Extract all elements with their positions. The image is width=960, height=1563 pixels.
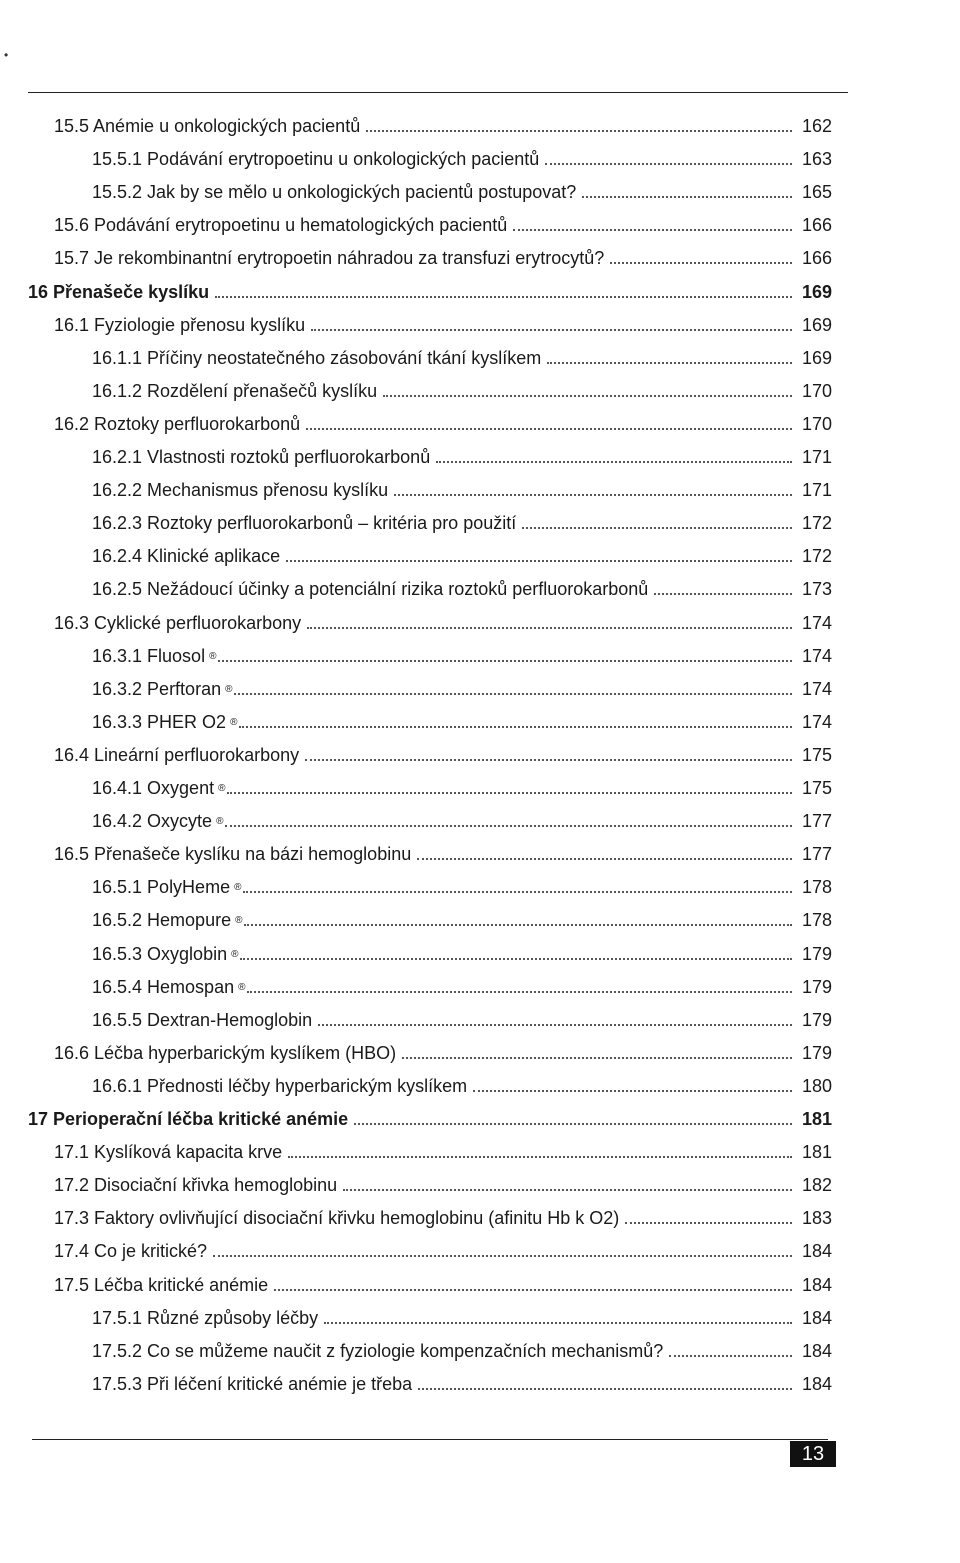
- toc-entry-page: 180: [802, 1076, 833, 1096]
- toc-entry-page: 178: [802, 877, 833, 897]
- toc-entry-label: 17.2 Disociační křivka hemoglobinu: [54, 1175, 338, 1195]
- toc-entry-page: 169: [802, 315, 833, 335]
- toc-leader-dots: [582, 196, 792, 198]
- toc-entry-label: 16.2 Roztoky perfluorokarbonů: [54, 414, 301, 434]
- toc-entry[interactable]: [54, 1269, 832, 1302]
- toc-entry[interactable]: [54, 1235, 832, 1268]
- toc-entry-label: 16.2.2 Mechanismus přenosu kyslíku: [92, 480, 389, 500]
- toc-entry-label: 15.5.2 Jak by se mělo u onkologických pacientů postupovat?: [92, 182, 577, 202]
- bottom-rule: [32, 1439, 828, 1440]
- toc-entry-label: 16.5 Přenašeče kyslíku na bázi hemoglobinu: [54, 844, 412, 864]
- registered-mark: ®: [216, 816, 224, 827]
- toc-leader-dots: [418, 1388, 792, 1390]
- toc-entry[interactable]: [92, 573, 832, 606]
- toc-entry-label: 15.6 Podávání erytropoetinu u hematologických pacientů: [54, 215, 508, 235]
- toc-leader-dots: [669, 1355, 792, 1357]
- toc-entry-page: 172: [802, 546, 833, 566]
- toc-leader-dots: [305, 759, 792, 761]
- toc-entry-page: 166: [802, 248, 833, 268]
- page-number: 13: [790, 1441, 836, 1467]
- toc-entry[interactable]: [54, 110, 832, 143]
- toc-entry-page: 184: [802, 1308, 833, 1328]
- toc-entry[interactable]: [92, 176, 832, 209]
- toc-entry-label: 16.1 Fyziologie přenosu kyslíku: [54, 315, 306, 335]
- toc-entry[interactable]: [92, 1070, 832, 1103]
- toc-entry-label: 17.5.2 Co se můžeme naučit z fyziologie kompenzačních mechanismů?: [92, 1341, 664, 1361]
- registered-mark: ®: [235, 915, 243, 926]
- toc-leader-dots: [274, 1289, 792, 1291]
- toc-entry[interactable]: [92, 772, 832, 805]
- toc-entry-label: 15.5 Anémie u onkologických pacientů: [54, 116, 361, 136]
- toc-leader-dots: [383, 395, 792, 397]
- toc-entry-page: 162: [802, 116, 833, 136]
- toc-entry-label: 16.5.1 PolyHeme: [92, 877, 231, 897]
- toc-entry-label: 16.4.1 Oxygent: [92, 778, 215, 798]
- registered-mark: ®: [218, 783, 226, 794]
- toc-entry[interactable]: [54, 1202, 832, 1235]
- toc-entry-label: 16.5.3 Oxyglobin: [92, 944, 228, 964]
- toc-entry-label: 16.2.3 Roztoky perfluorokarbonů – kritéria pro použití: [92, 513, 517, 533]
- toc-entry-page: 172: [802, 513, 833, 533]
- toc-leader-dots: [243, 891, 792, 893]
- toc-entry-page: 183: [802, 1208, 833, 1228]
- toc-entry-page: 175: [802, 745, 833, 765]
- toc-entry[interactable]: [92, 474, 832, 507]
- toc-entry-label: 16.3.1 Fluosol: [92, 646, 206, 666]
- toc-entry[interactable]: [54, 1136, 832, 1169]
- toc-entry-page: 170: [802, 414, 833, 434]
- toc-entry-label: 15.5.1 Podávání erytropoetinu u onkologických pacientů: [92, 149, 540, 169]
- toc-leader-dots: [239, 726, 792, 728]
- toc-entry[interactable]: [54, 1169, 832, 1202]
- toc-entry[interactable]: [28, 276, 832, 309]
- toc-entry-page: 184: [802, 1275, 833, 1295]
- toc-leader-dots: [436, 461, 792, 463]
- toc-leader-dots: [654, 593, 792, 595]
- toc-entry-label: 16.1.2 Rozdělení přenašečů kyslíku: [92, 381, 378, 401]
- toc-leader-dots: [417, 858, 792, 860]
- toc-entry-page: 174: [802, 613, 833, 633]
- toc-entry-page: 163: [802, 149, 833, 169]
- toc-entry[interactable]: [28, 1103, 832, 1136]
- toc-leader-dots: [473, 1090, 792, 1092]
- toc-entry-page: 182: [802, 1175, 833, 1195]
- toc-entry-page: 179: [802, 1010, 833, 1030]
- toc-leader-dots: [625, 1222, 792, 1224]
- toc-leader-dots: [547, 362, 792, 364]
- toc-leader-dots: [394, 494, 792, 496]
- registered-mark: ®: [238, 982, 246, 993]
- toc-entry-label: 17.5 Léčba kritické anémie: [54, 1275, 269, 1295]
- registered-mark: ®: [225, 684, 233, 695]
- toc-entry-page: 174: [802, 679, 833, 699]
- toc-entry-label: 17.1 Kyslíková kapacita krve: [54, 1142, 283, 1162]
- toc-entry-label: 15.7 Je rekombinantní erytropoetin náhradou za transfuzi erytrocytů?: [54, 248, 605, 268]
- toc-entry[interactable]: [92, 441, 832, 474]
- toc-entry-page: 173: [802, 579, 833, 599]
- toc-entry-page: 174: [802, 646, 833, 666]
- toc-entry[interactable]: [54, 739, 832, 772]
- toc-entry-page: 184: [802, 1374, 833, 1394]
- toc-entry-label: 16 Přenašeče kyslíku: [28, 282, 210, 302]
- toc-entry[interactable]: [54, 209, 832, 242]
- toc-leader-dots: [522, 527, 792, 529]
- toc-leader-dots: [545, 163, 792, 165]
- toc-leader-dots: [227, 792, 792, 794]
- toc-entry-page: 177: [802, 811, 833, 831]
- toc-entry[interactable]: [92, 1368, 832, 1401]
- toc-entry-label: 16.6 Léčba hyperbarickým kyslíkem (HBO): [54, 1043, 397, 1063]
- toc-entry-page: 174: [802, 712, 833, 732]
- toc-entry-label: 17.3 Faktory ovlivňující disociační křivku hemoglobinu (afinitu Hb k O2): [54, 1208, 620, 1228]
- toc-leader-dots: [288, 1156, 792, 1158]
- toc-entry-label: 16.2.5 Nežádoucí účinky a potenciální rizika roztoků perfluorokarbonů: [92, 579, 649, 599]
- toc-leader-dots: [218, 660, 792, 662]
- toc-entry-page: 165: [802, 182, 833, 202]
- toc-leader-dots: [306, 428, 792, 430]
- toc-leader-dots: [215, 296, 792, 298]
- toc-entry-label: 16.3.2 Perftoran: [92, 679, 222, 699]
- toc-entry[interactable]: [92, 1335, 832, 1368]
- toc-entry-label: 16.4 Lineární perfluorokarbony: [54, 745, 300, 765]
- toc-entry-page: 184: [802, 1341, 833, 1361]
- registered-mark: ®: [234, 882, 242, 893]
- toc-entry-page: 179: [802, 944, 833, 964]
- toc-entry-page: 169: [802, 282, 833, 302]
- toc-entry[interactable]: [92, 904, 832, 937]
- corner-mark: •: [4, 48, 9, 62]
- toc-entry[interactable]: [92, 640, 832, 673]
- toc-leader-dots: [318, 1024, 792, 1026]
- toc-leader-dots: [354, 1123, 792, 1125]
- toc-entry[interactable]: [92, 1302, 832, 1335]
- toc-leader-dots: [513, 229, 792, 231]
- toc-entry-label: 17.5.1 Různé způsoby léčby: [92, 1308, 319, 1328]
- toc-entry[interactable]: [92, 1004, 832, 1037]
- toc-entry[interactable]: [92, 507, 832, 540]
- registered-mark: ®: [230, 717, 238, 728]
- toc-leader-dots: [307, 627, 792, 629]
- toc-leader-dots: [244, 924, 792, 926]
- toc-entry-page: 171: [802, 480, 833, 500]
- toc-entry-label: 16.1.1 Příčiny neostatečného zásobování tkání kyslíkem: [92, 348, 542, 368]
- toc-entry[interactable]: [92, 971, 832, 1004]
- toc-entry-label: 16.5.2 Hemopure: [92, 910, 232, 930]
- toc-leader-dots: [247, 991, 792, 993]
- toc-entry-page: 181: [802, 1142, 833, 1162]
- toc-entry-label: 16.3 Cyklické perfluorokarbony: [54, 613, 302, 633]
- toc-leader-dots: [324, 1322, 792, 1324]
- toc-entry-page: 179: [802, 977, 833, 997]
- toc-entry-label: 16.5.5 Dextran-Hemoglobin: [92, 1010, 313, 1030]
- toc-entry-page: 166: [802, 215, 833, 235]
- toc-entry[interactable]: [92, 871, 832, 904]
- toc-leader-dots: [343, 1189, 792, 1191]
- toc-entry-page: 178: [802, 910, 833, 930]
- registered-mark: ®: [231, 949, 239, 960]
- toc-entry[interactable]: [54, 408, 832, 441]
- toc-leader-dots: [225, 825, 792, 827]
- toc-entry[interactable]: [54, 309, 832, 342]
- registered-mark: ®: [209, 651, 217, 662]
- toc-entry[interactable]: [54, 838, 832, 871]
- toc-entry[interactable]: [92, 143, 832, 176]
- top-rule: [28, 92, 848, 93]
- toc-entry[interactable]: [54, 607, 832, 640]
- toc-entry-page: 170: [802, 381, 833, 401]
- toc-entry-label: 17.4 Co je kritické?: [54, 1241, 208, 1261]
- toc-entry[interactable]: [92, 805, 832, 838]
- toc-leader-dots: [402, 1057, 792, 1059]
- toc-entry-label: 17.5.3 Při léčení kritické anémie je třeba: [92, 1374, 413, 1394]
- toc-entry-label: 16.5.4 Hemospan: [92, 977, 235, 997]
- toc-entry[interactable]: [54, 242, 832, 275]
- toc-entry-page: 177: [802, 844, 833, 864]
- toc-entry-label: 17 Perioperační léčba kritické anémie: [28, 1109, 349, 1129]
- toc-leader-dots: [240, 958, 792, 960]
- toc-entry-label: 16.2.1 Vlastnosti roztoků perfluorokarbonů: [92, 447, 431, 467]
- toc-entry[interactable]: [54, 1037, 832, 1070]
- toc-entry[interactable]: [92, 375, 832, 408]
- toc-leader-dots: [234, 693, 792, 695]
- toc-entry[interactable]: [92, 342, 832, 375]
- toc-entry-page: 171: [802, 447, 833, 467]
- toc-entry-page: 181: [802, 1109, 833, 1129]
- toc-leader-dots: [311, 329, 792, 331]
- toc-entry-label: 16.3.3 PHER O2: [92, 712, 227, 732]
- toc-entry-page: 184: [802, 1241, 833, 1261]
- toc-leader-dots: [366, 130, 792, 132]
- toc-entry-label: 16.6.1 Přednosti léčby hyperbarickým kyslíkem: [92, 1076, 468, 1096]
- toc-entry[interactable]: [92, 673, 832, 706]
- toc-entry-label: 16.2.4 Klinické aplikace: [92, 546, 281, 566]
- toc-entry[interactable]: [92, 706, 832, 739]
- toc-entry-label: 16.4.2 Oxycyte: [92, 811, 213, 831]
- toc-entry[interactable]: [92, 540, 832, 573]
- toc-leader-dots: [286, 560, 792, 562]
- toc-entry-page: 169: [802, 348, 833, 368]
- toc-entry-page: 175: [802, 778, 833, 798]
- toc-entry[interactable]: [92, 938, 832, 971]
- toc-entry-page: 179: [802, 1043, 833, 1063]
- toc-leader-dots: [213, 1255, 792, 1257]
- toc-leader-dots: [610, 262, 792, 264]
